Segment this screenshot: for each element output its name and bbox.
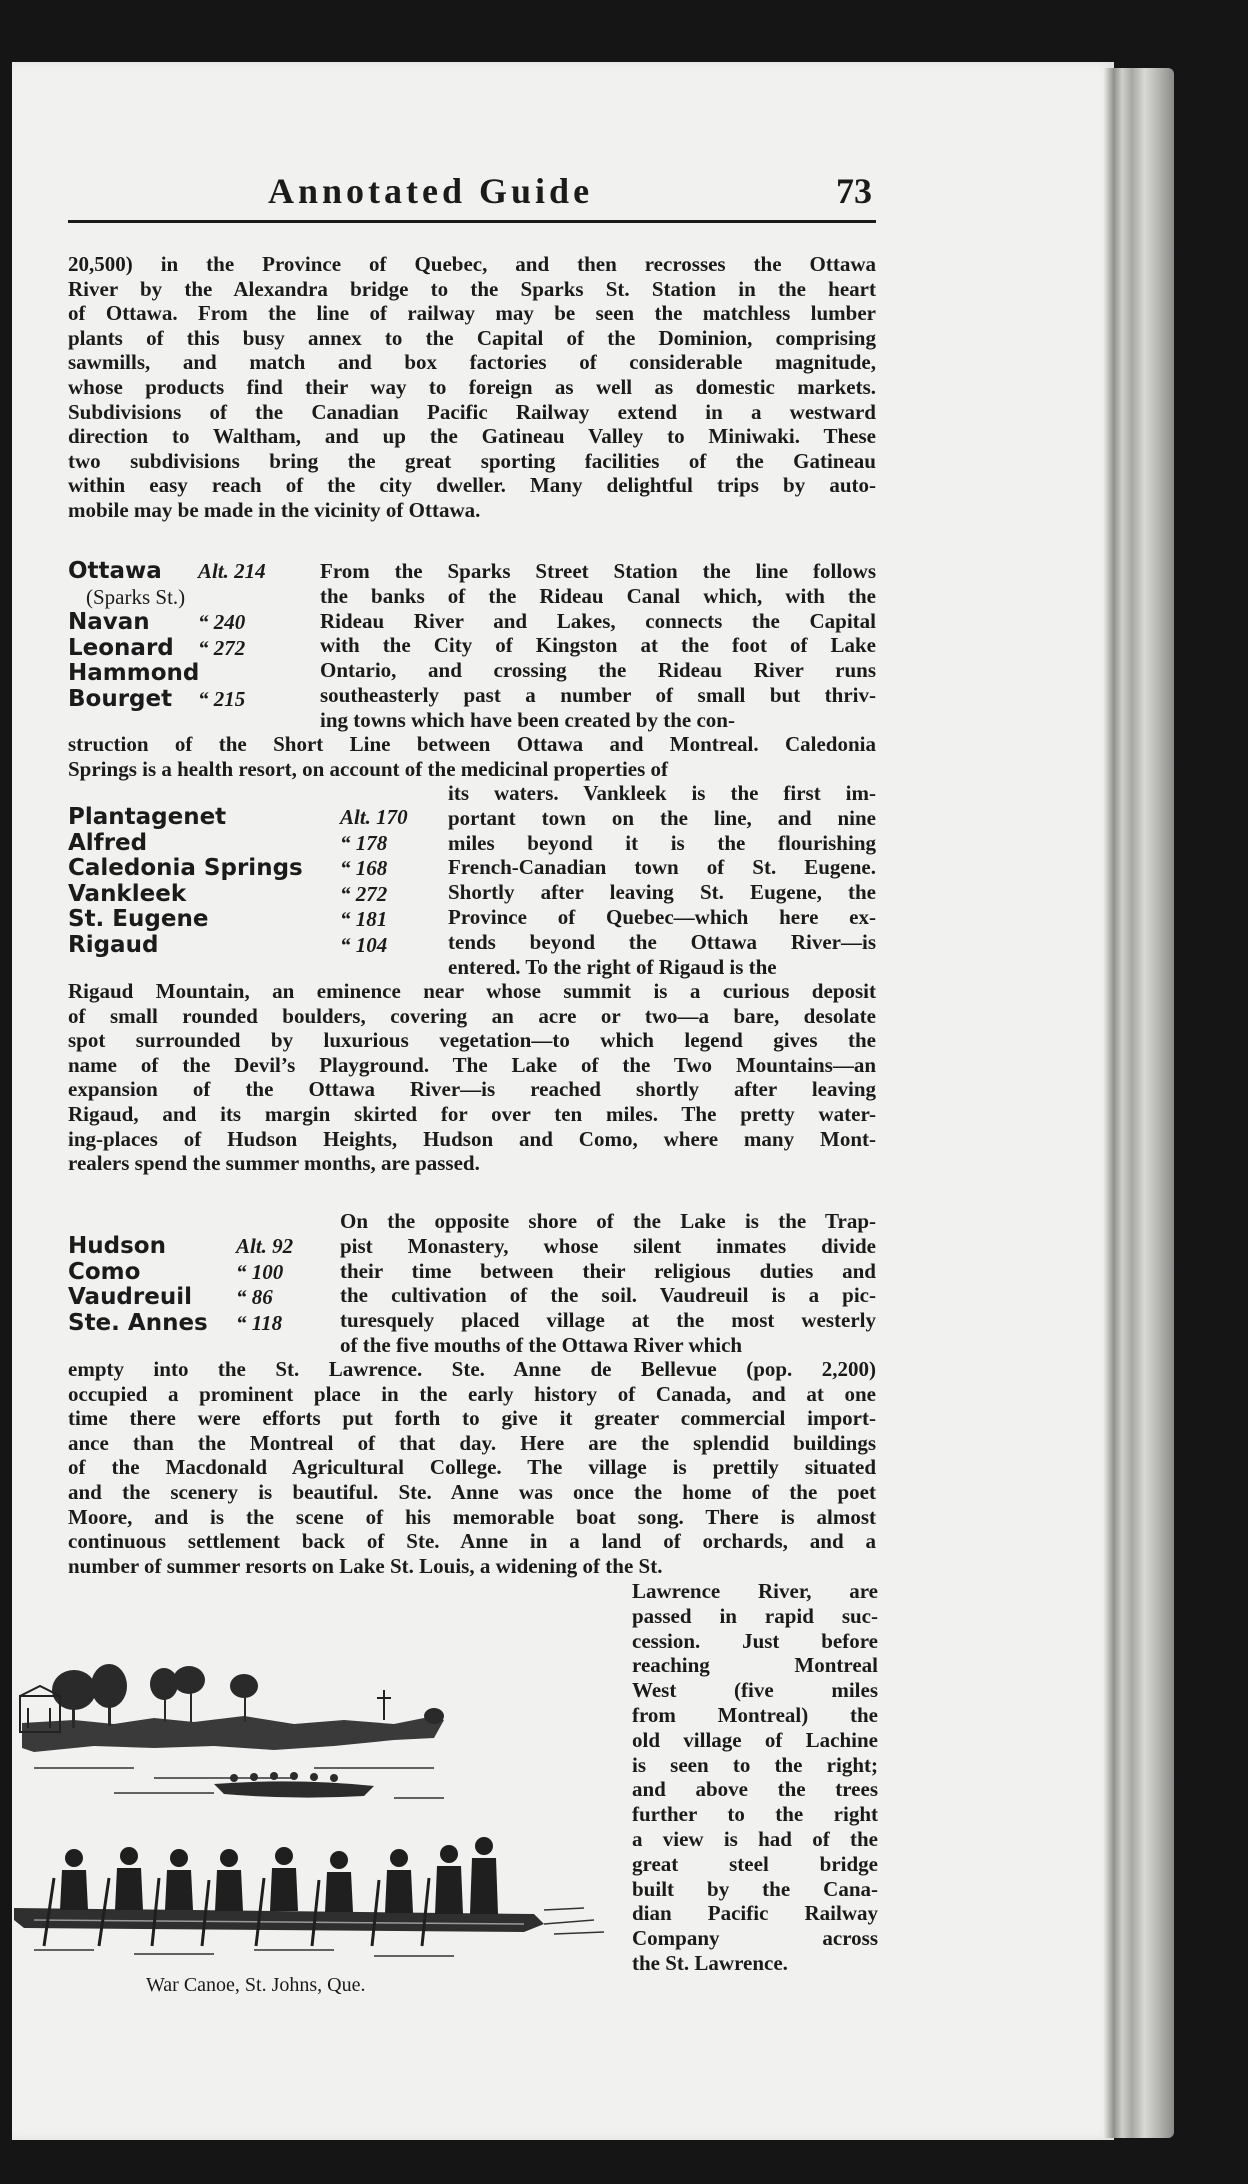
- section1-full-text: [68, 732, 876, 781]
- station-list-1: [68, 559, 318, 713]
- body-line: southeasterly past a number of small but thriv-: [320, 682, 876, 707]
- body-line: dian Pacific Railway: [632, 1901, 878, 1926]
- station-row: [68, 1234, 328, 1260]
- body-line: and the scenery is beautiful. Ste. Anne was once the home of the poet: [68, 1479, 876, 1504]
- body-line: Company across: [632, 1926, 878, 1951]
- station-row: [68, 805, 438, 831]
- body-line: direction to Waltham, and up the Gatineau Valley to Miniwaki. These: [68, 424, 876, 449]
- body-line: sawmills, and match and box factories of considerable magnitude,: [68, 350, 876, 375]
- station-name: Caledonia Springs: [68, 855, 303, 882]
- station-row: [68, 933, 438, 959]
- body-line: ance than the Montreal of that day. Here are the splendid buildings: [68, 1430, 876, 1455]
- body-line: turesquely placed village at the most westerly: [340, 1308, 876, 1333]
- body-line: the cultivation of the soil. Vaudreuil is a pic-: [340, 1283, 876, 1308]
- body-line: passed in rapid suc-: [632, 1603, 878, 1628]
- body-line: the banks of the Rideau Canal which, with the: [320, 583, 876, 608]
- body-line: two subdivisions bring the great sporting facilities of the Gatineau: [68, 448, 876, 473]
- station-row: [68, 907, 438, 933]
- body-line: ing towns which have been created by the con-: [320, 707, 735, 732]
- station-altitude: “ 178: [340, 830, 388, 855]
- station-row: [68, 1260, 328, 1286]
- station-altitude: “ 86: [236, 1285, 273, 1310]
- station-list-3: [68, 1234, 328, 1336]
- body-line: of the Macdonald Agricultural College. The village is prettily situated: [68, 1455, 876, 1480]
- station-row: [68, 1285, 328, 1311]
- station-name: Bourget: [68, 685, 173, 712]
- station-altitude: “ 104: [340, 932, 388, 957]
- book-spine-edge: [1104, 68, 1174, 2138]
- station-name: Vaudreuil: [68, 1284, 192, 1311]
- body-line: Rigaud Mountain, an eminence near whose summit is a curious deposit: [68, 979, 876, 1003]
- station-name: Plantagenet: [68, 804, 227, 830]
- station-row: [68, 585, 318, 611]
- body-line: from Montreal) the: [632, 1702, 878, 1727]
- running-header: Annotated Guide: [268, 171, 594, 211]
- body-line: ing-places of Hudson Heights, Hudson and Como, where many Mont-: [68, 1126, 876, 1151]
- body-line: French-Canadian town of St. Eugene.: [448, 855, 876, 880]
- station-name: Hudson: [68, 1233, 166, 1259]
- station-name: Navan: [68, 609, 150, 636]
- station-name: (Sparks St.): [86, 584, 186, 609]
- illustration-caption: War Canoe, St. Johns, Que.: [146, 1974, 366, 1996]
- body-line: From the Sparks Street Station the line follows: [320, 559, 876, 583]
- body-line: realers spend the summer months, are passed.: [68, 1151, 480, 1176]
- body-line: miles beyond it is the flourishing: [448, 830, 876, 855]
- station-row: [68, 636, 318, 662]
- body-line: Rigaud, and its margin skirted for over ten miles. The pretty water-: [68, 1101, 876, 1126]
- body-line: reaching Montreal: [632, 1653, 878, 1678]
- body-line: Springs is a health resort, on account of the medicinal properties of: [68, 756, 669, 781]
- body-line: Subdivisions of the Canadian Pacific Railway extend in a westward: [68, 399, 876, 424]
- station-list-2: [68, 805, 438, 959]
- intro-paragraph: [68, 252, 876, 523]
- body-line: entered. To the right of Rigaud is the: [448, 954, 777, 979]
- station-altitude: Alt. 170: [340, 805, 408, 829]
- station-row: [68, 610, 318, 636]
- station-row: [68, 1311, 328, 1337]
- body-line: occupied a prominent place in the early history of Canada, and at one: [68, 1381, 876, 1406]
- station-altitude: “ 272: [340, 881, 388, 906]
- body-line: of small rounded boulders, covering an acre or two—a bare, desolate: [68, 1003, 876, 1028]
- body-line: cession. Just before: [632, 1628, 878, 1653]
- body-line: its waters. Vankleek is the first im-: [448, 781, 876, 805]
- station-altitude: “ 272: [198, 635, 246, 660]
- body-line: Shortly after leaving St. Eugene, the: [448, 880, 876, 905]
- war-canoe-illustration: [14, 1628, 616, 1968]
- station-name: Alfred: [68, 829, 148, 856]
- shore-band: [22, 1716, 444, 1752]
- body-line: great steel bridge: [632, 1851, 878, 1876]
- body-line: of Ottawa. From the line of railway may be seen the matchless lumber: [68, 301, 876, 326]
- station-name: Como: [68, 1258, 141, 1285]
- station-row: [68, 882, 438, 908]
- station-name: St. Eugene: [68, 906, 209, 933]
- body-line: and above the trees: [632, 1777, 878, 1802]
- body-line: a view is had of the: [632, 1826, 878, 1851]
- body-line: West (five miles: [632, 1678, 878, 1703]
- station-name: Ste. Annes: [68, 1309, 208, 1336]
- body-line: pist Monastery, whose silent inmates divide: [340, 1233, 876, 1258]
- body-line: 20,500) in the Province of Quebec, and then recrosses the Ottawa: [68, 252, 876, 276]
- station-name: Hammond: [68, 660, 200, 687]
- section3-side-text: [340, 1209, 876, 1358]
- body-line: Moore, and is the scene of his memorable boat song. There is almost: [68, 1504, 876, 1529]
- section4-side-text: [632, 1579, 878, 1976]
- body-line: continuous settlement back of Ste. Anne in a land of orchards, and a: [68, 1529, 876, 1554]
- station-row: [68, 687, 318, 713]
- station-altitude: Alt. 92: [236, 1234, 294, 1258]
- body-line: spot surrounded by luxurious vegetation—to which legend gives the: [68, 1028, 876, 1053]
- station-row: [68, 831, 438, 857]
- body-line: On the opposite shore of the Lake is the Trap-: [340, 1209, 876, 1233]
- station-altitude: “ 118: [236, 1310, 283, 1335]
- body-line: tends beyond the Ottawa River—is: [448, 929, 876, 954]
- body-line: struction of the Short Line between Ottawa and Montreal. Caledonia: [68, 732, 876, 756]
- header-rule: [68, 220, 876, 223]
- body-line: Lawrence River, are: [632, 1579, 878, 1603]
- body-line: whose products find their way to foreign as well as domestic markets.: [68, 374, 876, 399]
- body-line: plants of this busy annex to the Capital of the Dominion, comprising: [68, 325, 876, 350]
- station-altitude: “ 100: [236, 1259, 284, 1284]
- section3-full-text: [68, 1357, 876, 1578]
- body-line: within easy reach of the city dweller. Many delightful trips by auto-: [68, 473, 876, 498]
- body-line: River by the Alexandra bridge to the Sparks St. Station in the heart: [68, 276, 876, 301]
- body-line: time there were efforts put forth to give it greater commercial import-: [68, 1406, 876, 1431]
- body-line: with the City of Kingston at the foot of Lake: [320, 633, 876, 658]
- body-line: their time between their religious duties and: [340, 1258, 876, 1283]
- station-row: [68, 856, 438, 882]
- body-line: number of summer resorts on Lake St. Louis, a widening of the St.: [68, 1553, 663, 1578]
- section2-side-text: [448, 781, 876, 979]
- body-line: is seen to the right;: [632, 1752, 878, 1777]
- body-line: Province of Quebec—which here ex-: [448, 904, 876, 929]
- body-line: Rideau River and Lakes, connects the Capital: [320, 608, 876, 633]
- body-line: portant town on the line, and nine: [448, 805, 876, 830]
- body-line: empty into the St. Lawrence. Ste. Anne de Bellevue (pop. 2,200): [68, 1357, 876, 1381]
- station-altitude: “ 215: [198, 686, 246, 711]
- cross-mark: [377, 1690, 391, 1720]
- station-name: Vankleek: [68, 880, 187, 907]
- body-line: of the five mouths of the Ottawa River which: [340, 1332, 743, 1357]
- station-name: Ottawa: [68, 558, 162, 584]
- body-line: name of the Devil’s Playground. The Lake of the Two Mountains—an: [68, 1052, 876, 1077]
- station-name: Leonard: [68, 634, 174, 661]
- body-line: Ontario, and crossing the Rideau River runs: [320, 658, 876, 683]
- body-line: further to the right: [632, 1802, 878, 1827]
- station-altitude: Alt. 214: [198, 559, 266, 583]
- body-line: mobile may be made in the vicinity of Ottawa.: [68, 497, 481, 522]
- station-row: [68, 559, 318, 585]
- station-row: [68, 661, 318, 687]
- paddlers: [60, 1837, 498, 1914]
- station-altitude: “ 181: [340, 907, 388, 932]
- body-line: old village of Lachine: [632, 1727, 878, 1752]
- section1-side-text: [320, 559, 876, 733]
- section2-full-text: [68, 979, 876, 1176]
- station-altitude: “ 240: [198, 610, 246, 635]
- page-number: 73: [836, 171, 872, 211]
- body-line: expansion of the Ottawa River—is reached shortly after leaving: [68, 1077, 876, 1102]
- distant-paddlers: [230, 1772, 338, 1782]
- distant-canoe: [214, 1781, 374, 1797]
- station-name: Rigaud: [68, 931, 159, 958]
- station-altitude: “ 168: [340, 856, 388, 881]
- body-line: the St. Lawrence.: [632, 1950, 788, 1975]
- body-line: built by the Cana-: [632, 1876, 878, 1901]
